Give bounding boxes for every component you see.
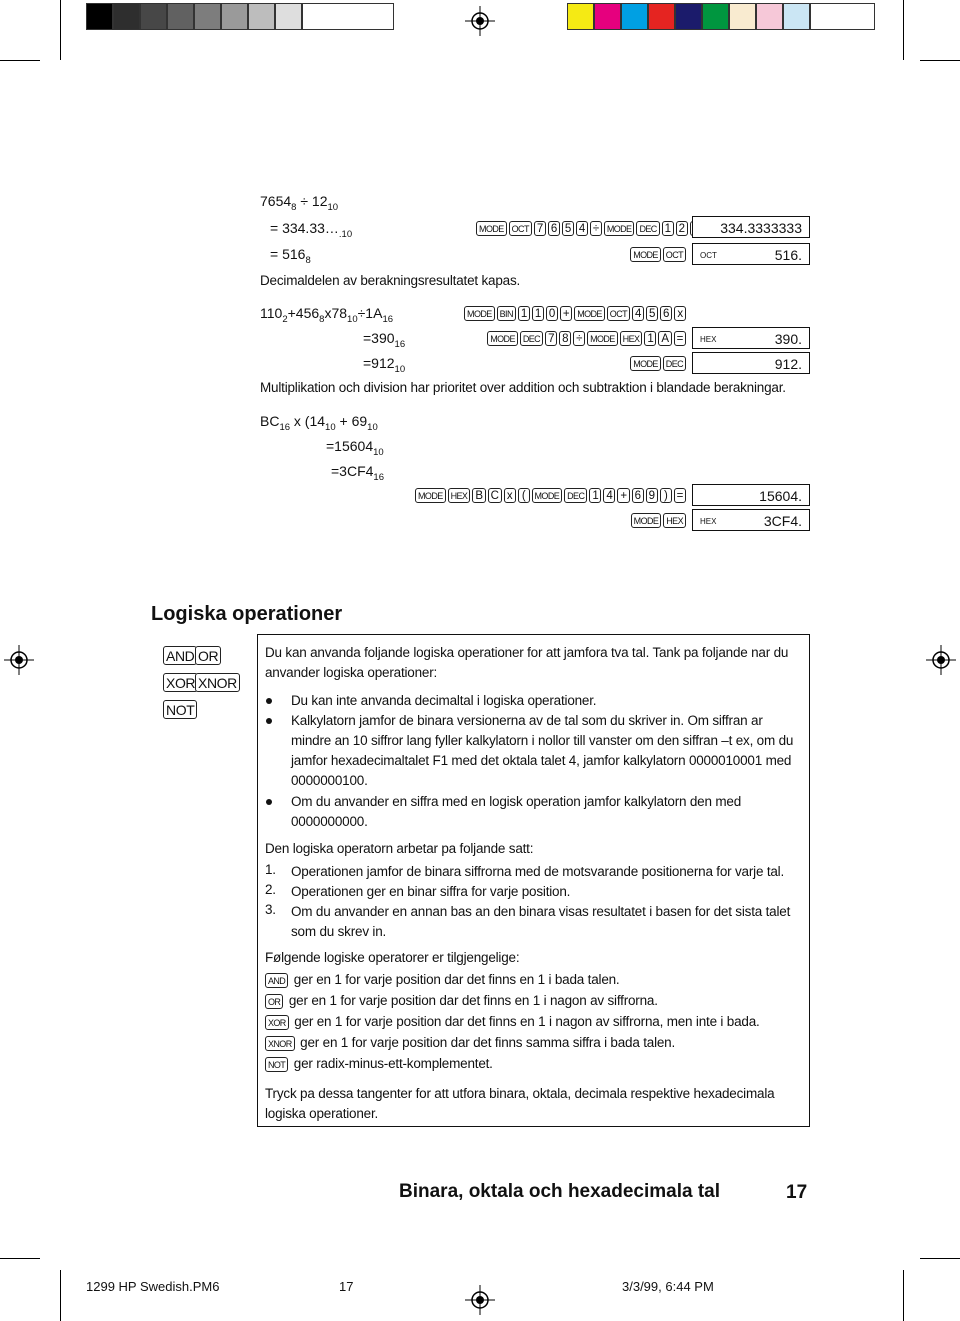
key-sequence (415, 487, 688, 505)
display-value: 390. (774, 331, 802, 347)
key-bin: BIN (497, 306, 516, 321)
intro-text: Du kan anvanda foljande logiska operationer for att jamfora tva tal. Tank pa foljande nar du anvander logiska operationer: (265, 645, 789, 680)
result-line: = $516_8$ (270, 246, 311, 266)
process-swatch (648, 3, 675, 30)
key-mode: MODE (630, 247, 661, 262)
key-sequence (476, 220, 704, 238)
calculator-display (692, 243, 810, 265)
key-1: 1 (518, 306, 530, 321)
key-hex: HEX (663, 513, 686, 528)
process-swatch (729, 3, 756, 30)
key-x: x (504, 488, 516, 503)
key-mode: MODE (532, 488, 563, 503)
result-line: $=3CF4_{16}$ (331, 463, 384, 483)
key-mode: MODE (464, 306, 495, 321)
and-key: AND (163, 646, 197, 665)
crop-mark (0, 60, 40, 61)
gray-swatch (140, 3, 167, 30)
display-value: 3CF4. (763, 513, 802, 529)
crop-mark (60, 0, 61, 60)
key-6: 6 (548, 221, 560, 236)
key-2: 2 (676, 221, 688, 236)
bullet-icon (266, 718, 272, 724)
expression-line: $110_2+456_8x78_{10}\div 1A_{16}$ (260, 305, 394, 325)
operator-line: XOR ger en 1 for varje position dar det finns en 1 i nagon av siffrorna, men inte i bada. (265, 1014, 760, 1030)
process-swatch (567, 3, 594, 30)
registration-mark-icon (926, 645, 956, 675)
steps-intro: Den logiska operatorn arbetar pa foljande satt: (265, 841, 534, 856)
process-swatch (621, 3, 648, 30)
key-1: 1 (662, 221, 674, 236)
note-text: Multiplikation och division har prioritet over addition och subtraktion i blandade berakningar. (260, 380, 786, 395)
key-c: C (488, 488, 502, 503)
not-key: NOT (265, 1057, 288, 1072)
key-mode: MODE (476, 221, 507, 236)
key-symbol: ÷ (590, 221, 602, 236)
process-swatch (675, 3, 702, 30)
gray-swatch (194, 3, 221, 30)
key-7: 7 (545, 331, 557, 346)
key-symbol: = (674, 331, 686, 346)
key-oct: OCT (663, 247, 686, 262)
xor-key: XOR (265, 1015, 289, 1030)
key-mode: MODE (574, 306, 605, 321)
expression-line: $BC_{16}$ x ($14_{10} + 69_{10}$ (260, 413, 378, 433)
note-text: Decimaldelen av berakningsresultatet kapas. (260, 273, 521, 288)
crop-mark (920, 1258, 960, 1259)
operator-line: NOT ger radix-minus-ett-komplementet. (265, 1056, 493, 1072)
xnor-key: XNOR (195, 673, 240, 692)
gray-swatch (275, 3, 302, 30)
key-symbol: ) (660, 488, 672, 503)
key-6: 6 (632, 488, 644, 503)
closing-text: Tryck pa dessa tangenter for att utfora binara, oktala, decimala respektive hexadecimala logiska operationer. (265, 1086, 775, 1121)
key-a: A (658, 331, 671, 346)
not-key: NOT (163, 700, 197, 719)
section-heading: Logiska operationer (151, 603, 343, 625)
key-symbol: + (617, 488, 629, 503)
slug-page: 17 (339, 1279, 354, 1294)
key-sequence (630, 355, 688, 373)
calculator-display (692, 484, 810, 506)
result-line: $=15604_{10}$ (326, 438, 384, 458)
key-4: 4 (603, 488, 615, 503)
step-text: Om du anvander en annan bas an den binara visas resultatet i basen for det sista talet som du skrev in. (291, 904, 791, 939)
key-x: x (674, 306, 686, 321)
key-dec: DEC (520, 331, 543, 346)
key-8: 8 (559, 331, 571, 346)
key-9: 9 (646, 488, 658, 503)
display-indicator: HEX (700, 335, 717, 344)
display-value: 15604. (759, 488, 802, 504)
key-dec: DEC (636, 221, 659, 236)
process-swatch (702, 3, 729, 30)
key-hex: HEX (620, 331, 643, 346)
key-b: B (472, 488, 485, 503)
display-value: 516. (774, 247, 802, 263)
key-symbol: ( (518, 488, 530, 503)
and-key: AND (265, 973, 288, 988)
or-key: OR (265, 994, 283, 1009)
key-4: 4 (576, 221, 588, 236)
key-symbol: + (560, 306, 572, 321)
display-value: 912. (774, 356, 802, 372)
process-swatch (810, 3, 875, 30)
key-sequence (487, 330, 688, 348)
calculator-display (692, 352, 810, 374)
registration-mark-icon (4, 645, 34, 675)
key-5: 5 (646, 306, 658, 321)
crop-mark (920, 60, 960, 61)
bullet-icon (266, 698, 272, 704)
operator-line: OR ger en 1 for varje position dar det finns en 1 i nagon av siffrorna. (265, 993, 658, 1009)
gray-swatch (113, 3, 140, 30)
step-number: 3. (265, 902, 276, 917)
gray-swatch (221, 3, 248, 30)
key-mode: MODE (415, 488, 446, 503)
bullet-item: Kalkylatorn jamfor de binara versionerna av de tal som du skriver in. Om siffran ar mindre an 10 siffror lang fyller kalkylatorn i nollor till vanster om den siffran –t ex, om du jamfor hexadecimaltalet F1 med det oktala talet 4, jamfor kalkylatorn 0000010001 med 0000000100. (291, 713, 794, 788)
crop-mark (903, 0, 904, 60)
key-mode: MODE (487, 331, 518, 346)
key-1: 1 (589, 488, 601, 503)
key-dec: DEC (564, 488, 587, 503)
operator-line: XNOR ger en 1 for varje position dar det finns samma siffra i bada talen. (265, 1035, 675, 1051)
display-indicator: HEX (700, 517, 717, 526)
step-text: Operationen ger en binar siffra for varje position. (291, 884, 571, 899)
calculator-display (692, 509, 810, 531)
crop-mark (60, 1270, 61, 1321)
key-5: 5 (562, 221, 574, 236)
expression-line: $7654_8 \div 12_{10}$ (260, 193, 339, 213)
gray-swatch (167, 3, 194, 30)
key-6: 6 (660, 306, 672, 321)
key-oct: OCT (607, 306, 630, 321)
gray-swatch (302, 3, 394, 30)
slug-date: 3/3/99, 6:44 PM (622, 1279, 714, 1294)
key-mode: MODE (604, 221, 635, 236)
key-mode: MODE (630, 356, 661, 371)
process-swatch (783, 3, 810, 30)
key-1: 1 (532, 306, 544, 321)
step-text: Operationen jamfor de binara siffrorna med de motsvarande positionerna for varje tal. (291, 864, 785, 879)
gray-swatch (248, 3, 275, 30)
result-line: = $334.33\dots_{.10}$ (270, 220, 353, 240)
gray-swatch (86, 3, 113, 30)
key-symbol: ÷ (573, 331, 585, 346)
key-0: 0 (546, 306, 558, 321)
key-mode: MODE (587, 331, 618, 346)
display-value: 334.3333333 (720, 220, 802, 236)
slug-filename: 1299 HP Swedish.PM6 (86, 1279, 220, 1294)
key-oct: OCT (509, 221, 532, 236)
result-line: $=390_{16}$ (363, 330, 406, 350)
step-number: 1. (265, 862, 276, 877)
key-hex: HEX (448, 488, 471, 503)
process-swatch (594, 3, 621, 30)
bullet-item: Du kan inte anvanda decimaltal i logiska operationer. (291, 693, 597, 708)
registration-mark-icon (465, 1285, 495, 1315)
crop-mark (0, 1258, 40, 1259)
key-4: 4 (632, 306, 644, 321)
key-dec: DEC (663, 356, 686, 371)
registration-mark-icon (465, 6, 495, 36)
key-1: 1 (644, 331, 656, 346)
calculator-display (692, 327, 810, 349)
key-mode: MODE (631, 513, 662, 528)
key-7: 7 (534, 221, 546, 236)
operators-intro: Følgende logiske operatorer er tilgjengelige: (265, 950, 520, 965)
key-symbol: = (674, 488, 686, 503)
crop-mark (903, 1270, 904, 1321)
bullet-item: Om du anvander en siffra med en logisk operation jamfor kalkylatorn den med 0000000000. (291, 794, 741, 829)
step-number: 2. (265, 882, 276, 897)
display-indicator: OCT (700, 251, 717, 260)
key-sequence (630, 246, 688, 264)
key-sequence (631, 512, 688, 530)
page-footer-title: Binara, oktala och hexadecimala tal (399, 1181, 721, 1202)
xor-key: XOR (163, 673, 198, 692)
or-key: OR (195, 646, 221, 665)
calculator-display (692, 216, 810, 238)
bullet-icon (266, 799, 272, 805)
key-sequence (464, 305, 688, 323)
operator-line: AND ger en 1 for varje position dar det finns en 1 i bada talen. (265, 972, 619, 988)
result-line: $=912_{10}$ (363, 355, 406, 375)
xnor-key: XNOR (265, 1036, 295, 1051)
page-number: 17 (786, 1182, 808, 1203)
process-swatch (756, 3, 783, 30)
